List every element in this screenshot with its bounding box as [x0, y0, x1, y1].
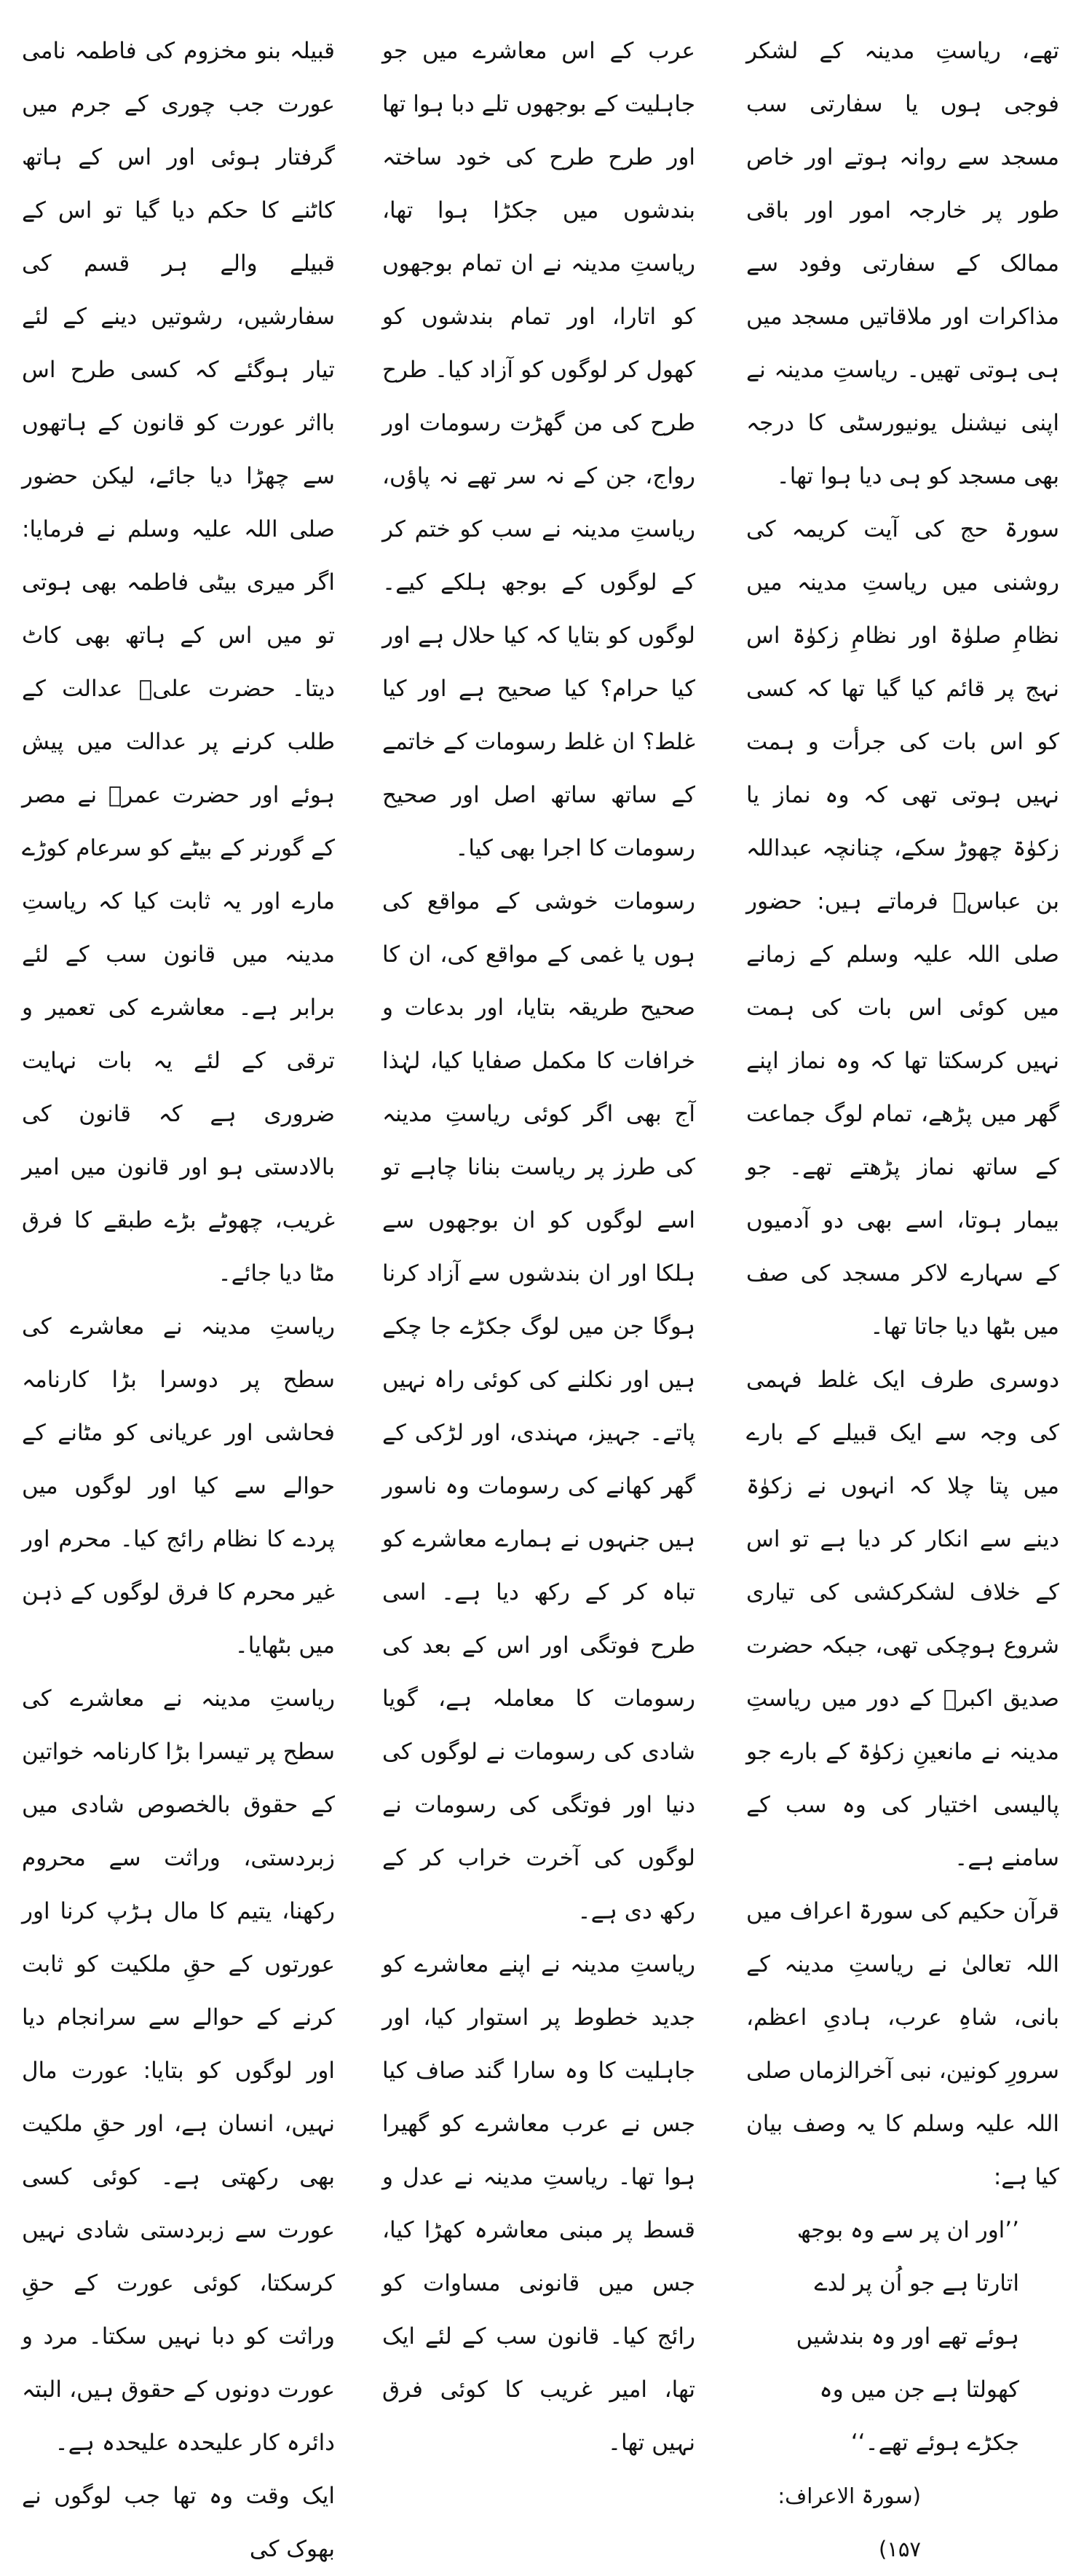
paragraph: ریاستِ مدینہ نے معاشرے کی سطح پر دوسرا بڑا کارنامہ فحاشی اور عریانی کو مٹانے کے حوالے سے کیا اور لوگوں میں پردے کا نظام رائج کیا۔ محرم اور غیر محرم کا فرق لوگوں کے ذہن میں بٹھایا۔ [22, 1313, 335, 1659]
paragraph: ایک وقت وہ تھا جب لوگوں نے بھوک کی [22, 2483, 335, 2562]
paragraph: ریاستِ مدینہ نے اپنے معاشرے کو جدید خطوط پر استوار کیا، اور جاہلیت کا وہ سارا گند صاف کیا جس نے عرب معاشرے کو گھیرا ہوا تھا۔ ریاستِ مدینہ نے عدل و قسط پر مبنی معاشرہ کھڑا کیا، جس میں قانونی مساوات کو رائج کیا۔ قانون سب کے لئے ایک تھا، امیر غریب کا کوئی فرق نہیں تھا۔ [382, 1951, 695, 2456]
paragraph: قرآن حکیم کی سورۃ اعراف میں اللہ تعالیٰ نے ریاستِ مدینہ کے بانی، شاہِ عرب، ہادیِ اعظم، سرورِ کونین، نبی آخرالزماں صلی اللہ علیہ وسلم کا یہ وصف بیان کیا ہے: [746, 1898, 1059, 2190]
quran-quote: ’’اور ان پر سے وہ بوجھ اتارتا ہے جو اُن پر لدے ہوئے تھے اور وہ بندشیں کھولتا ہے جن میں وہ جکڑے ہوئے تھے۔‘‘ [796, 2217, 1019, 2456]
article-column-middle [382, 25, 695, 2456]
paragraph: دوسری طرف ایک غلط فہمی کی وجہ سے ایک قبیلے کے بارے میں پتا چلا کہ انہوں نے زکوٰۃ دینے سے انکار کر دیا ہے تو اس کے خلاف لشکرکشی کی تیاری شروع ہوچکی تھی، جبکہ حضرت صدیق اکبرؓ کے دور میں ریاستِ مدینہ نے مانعینِ زکوٰۃ کے بارے جو پالیسی اختیار کی وہ سب کے سامنے ہے۔ [746, 1367, 1059, 1871]
paragraph: رسومات خوشی کے مواقع کی ہوں یا غمی کے مواقع کی، ان کا صحیح طریقہ بتایا، اور بدعات و خرافات کا مکمل صفایا کیا، لہٰذا آج بھی اگر کوئی ریاستِ مدینہ کی طرز پر ریاست بنانا چاہے تو اسے لوگوں کو ان بوجھوں سے ہلکا اور ان بندشوں سے آزاد کرنا ہوگا جن میں لوگ جکڑے جا چکے ہیں اور نکلنے کی کوئی راہ نہیں پاتے۔ جہیز، مہندی، اور لڑکی کے گھر کھانے کی رسومات وہ ناسور ہیں جنہوں نے ہمارے معاشرے کو تباہ کر کے رکھ دیا ہے۔ اسی طرح فوتگی اور اس کے بعد کی رسومات کا معاملہ ہے، گویا شادی کی رسومات نے لوگوں کی دنیا اور فوتگی کی رسومات نے لوگوں کی آخرت خراب کر کے رکھ دی ہے۔ [382, 888, 695, 1924]
paragraph: سورۃ حج کی آیت کریمہ کی روشنی میں ریاستِ مدینہ میں نظامِ صلوٰۃ اور نظامِ زکوٰۃ اس نہج پر قائم کیا گیا تھا کہ کسی کو اس بات کی جرأت و ہمت نہیں ہوتی تھی کہ وہ نماز یا زکوٰۃ چھوڑ سکے، چنانچہ عبداللہ بن عباسؓ فرماتے ہیں: حضور صلی اللہ علیہ وسلم کے زمانے میں کوئی اس بات کی ہمت نہیں کرسکتا تھا کہ وہ نماز اپنے گھر میں پڑھے، تمام لوگ جماعت کے ساتھ نماز پڑھتے تھے۔ جو بیمار ہوتا، اسے بھی دو آدمیوں کے سہارے لاکر مسجد کی صف میں بٹھا دیا جاتا تھا۔ [746, 516, 1059, 1340]
quote-citation: (سورۃ الاعراف: ۱۵۷) [778, 2484, 921, 2561]
article-column-left [22, 25, 335, 2562]
paragraph: عرب کے اس معاشرے میں جو جاہلیت کے بوجھوں تلے دبا ہوا تھا اور طرح طرح کی خود ساختہ بندشوں میں جکڑا ہوا تھا، ریاستِ مدینہ نے ان تمام بوجھوں کو اتارا، اور تمام بندشوں کو کھول کر لوگوں کو آزاد کیا۔ طرح طرح کی من گھڑت رسومات اور رواج، جن کے نہ سر تھے نہ پاؤں، ریاستِ مدینہ نے سب کو ختم کر کے لوگوں کے بوجھ ہلکے کیے۔ لوگوں کو بتایا کہ کیا حلال ہے اور کیا حرام؟ کیا صحیح ہے اور کیا غلط؟ ان غلط رسومات کے خاتمے کے ساتھ ساتھ اصل اور صحیح رسومات کا اجرا بھی کیا۔ [382, 38, 695, 861]
paragraph: تھے، ریاستِ مدینہ کے لشکر فوجی ہوں یا سفارتی سب مسجد سے روانہ ہوتے اور خاص طور پر خارجہ امور اور باقی ممالک کے سفارتی وفود سے مذاکرات اور ملاقاتیں مسجد میں ہی ہوتی تھیں۔ ریاستِ مدینہ نے اپنی نیشنل یونیورسٹی کا درجہ بھی مسجد کو ہی دیا ہوا تھا۔ [746, 38, 1059, 489]
article-column-right [746, 25, 1059, 2561]
paragraph: ریاستِ مدینہ نے معاشرے کی سطح پر تیسرا بڑا کارنامہ خواتین کے حقوق بالخصوص شادی میں زبردستی، وراثت سے محروم رکھنا، یتیم کا مال ہڑپ کرنا اور عورتوں کے حقِ ملکیت کو ثابت کرنے کے حوالے سے سرانجام دیا اور لوگوں کو بتایا: عورت مال نہیں، انسان ہے، اور حقِ ملکیت بھی رکھتی ہے۔ کوئی کسی عورت سے زبردستی شادی نہیں کرسکتا، کوئی عورت کے حقِ وراثت کو دبا نہیں سکتا۔ مرد و عورت دونوں کے حقوق ہیں، البتہ دائرہ کار علیحدہ علیحدہ ہے۔ [22, 1686, 335, 2456]
paragraph: قبیلہ بنو مخزوم کی فاطمہ نامی عورت جب چوری کے جرم میں گرفتار ہوئی اور اس کے ہاتھ کاٹنے کا حکم دیا گیا تو اس کے قبیلے والے ہر قسم کی سفارشیں، رشوتیں دینے کے لئے تیار ہوگئے کہ کسی طرح اس بااثر عورت کو قانون کے ہاتھوں سے چھڑا دیا جائے، لیکن حضور صلی اللہ علیہ وسلم نے فرمایا: اگر میری بیٹی فاطمہ بھی ہوتی تو میں اس کے ہاتھ بھی کاٹ دیتا۔ حضرت علیؓ عدالت کے طلب کرنے پر عدالت میں پیش ہوئے اور حضرت عمرؓ نے مصر کے گورنر کے بیٹے کو سرعام کوڑے مارے اور یہ ثابت کیا کہ ریاستِ مدینہ میں قانون سب کے لئے برابر ہے۔ معاشرے کی تعمیر و ترقی کے لئے یہ بات نہایت ضروری ہے کہ قانون کی بالادستی ہو اور قانون میں امیر غریب، چھوٹے بڑے طبقے کا فرق مٹا دیا جائے۔ [22, 38, 335, 1287]
